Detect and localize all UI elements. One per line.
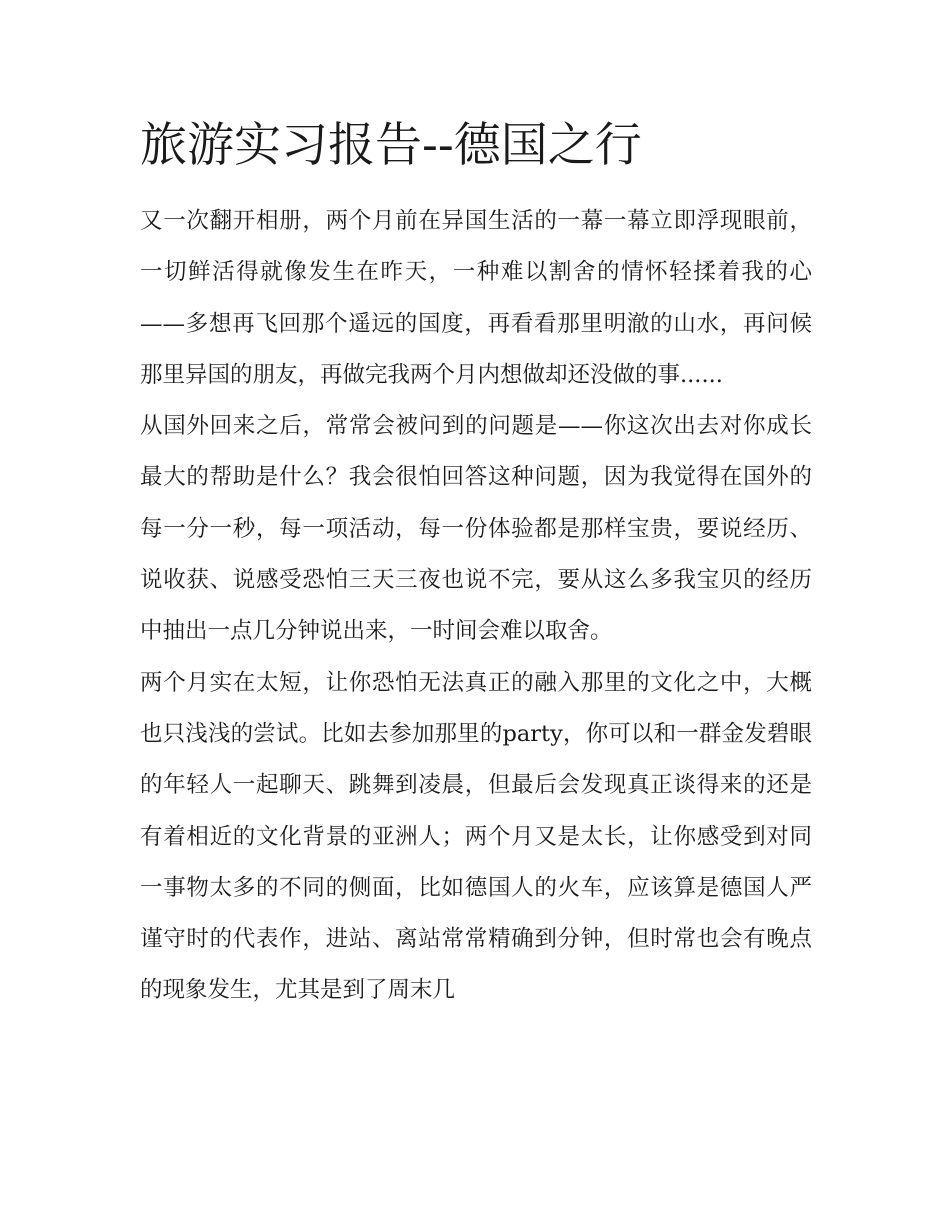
paragraph: 从国外回来之后，常常会被问到的问题是——你这次出去对你成长最大的帮助是什么？我会很怕回答这种问题，因为我觉得在国外的每一分一秒，每一项活动，每一份体验都是那样宝贵，要说经历、说收获、说感受恐怕三天三夜也说不完，要从这么多我宝贝的经历中抽出一点几分钟说出来，一时间会难以取舍。 <box>140 413 812 645</box>
document-body <box>140 112 812 1017</box>
document-title: 旅游实习报告--德国之行 <box>140 118 642 173</box>
paragraph: 又一次翻开相册，两个月前在异国生活的一幕一幕立即浮现眼前，一切鲜活得就像发生在昨天，一种难以割舍的情怀轻揉着我的心——多想再飞回那个遥远的国度，再看看那里明澈的山水，再问候那里异国的朋友，再做完我两个月内想做却还没做的事...... <box>140 208 812 388</box>
paragraph: 两个月实在太短，让你恐怕无法真正的融入那里的文化之中，大概也只浅浅的尝试。比如去参加那里的party，你可以和一群金发碧眼的年轻人一起聊天、跳舞到凌晨，但最后会发现真正谈得来的还是有着相近的文化背景的亚洲人；两个月又是太长，让你感受到对同一事物太多的不同的侧面，比如德国人的火车，应该算是德国人严谨守时的代表作，进站、离站常常精确到分钟，但时常也会有晚点的现象发生，尤其是到了周末几 <box>140 669 812 1004</box>
paragraph-list <box>140 196 812 1017</box>
